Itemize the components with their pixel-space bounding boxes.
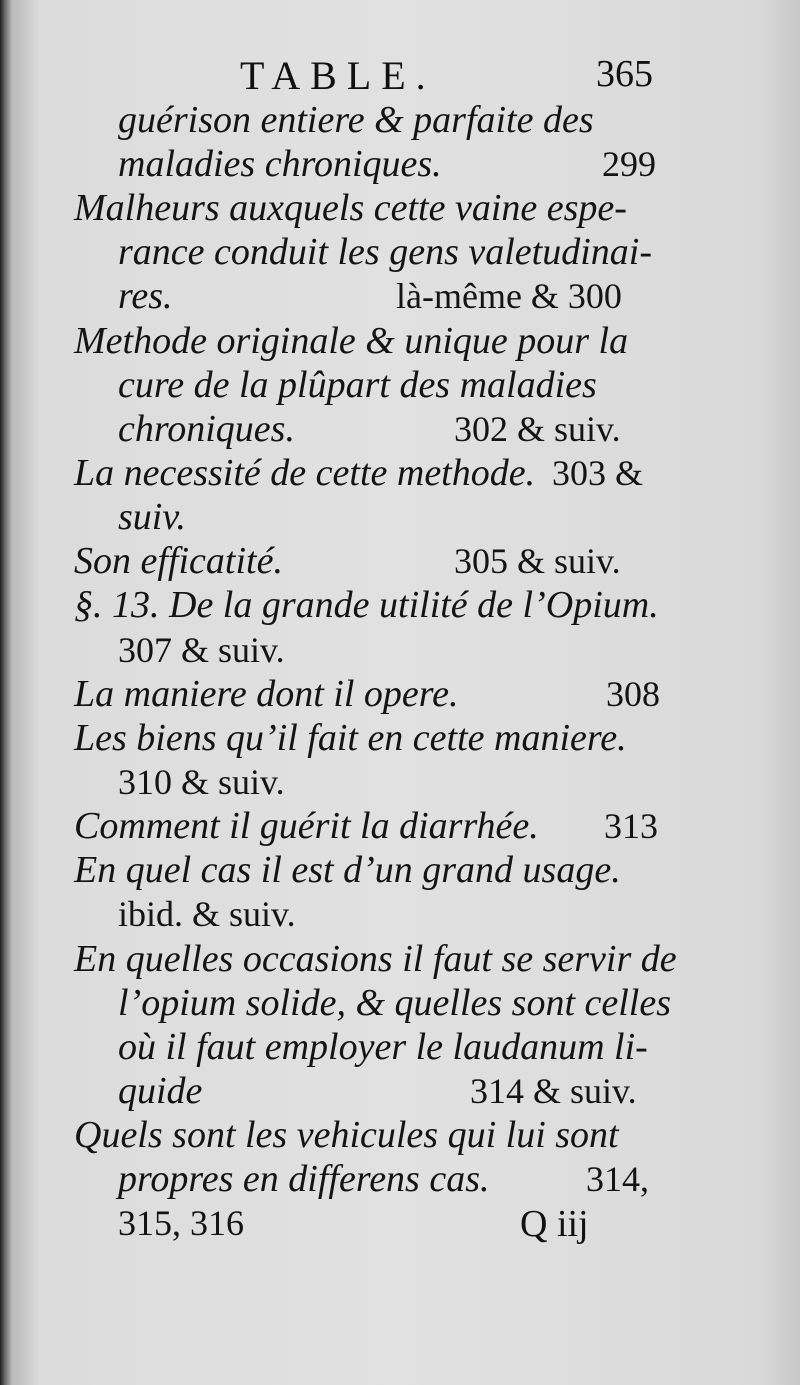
index-line: maladies chroniques. bbox=[118, 143, 442, 185]
index-line: rance conduit les gens valetudinai- bbox=[118, 231, 652, 273]
index-line: Son efficatité. bbox=[74, 540, 283, 582]
index-line: Malheurs auxquels cette vaine espe- bbox=[74, 187, 627, 229]
index-line: propres en differens cas. bbox=[118, 1158, 490, 1200]
index-line: La necessité de cette methode. bbox=[74, 452, 536, 494]
index-line: suiv. bbox=[118, 496, 186, 538]
index-line: res. bbox=[118, 275, 173, 317]
index-line: Les biens qu’il fait en cette maniere. bbox=[74, 717, 627, 759]
index-page-ref: 314 & suiv. bbox=[470, 1071, 637, 1111]
index-page-ref: 314, bbox=[586, 1159, 649, 1199]
index-page-ref: 315, 316 bbox=[118, 1203, 244, 1243]
index-line: chroniques. bbox=[118, 408, 295, 450]
index-page-ref: ibid. & suiv. bbox=[118, 894, 296, 934]
header-title: TABLE. bbox=[240, 53, 436, 98]
index-page-ref: 313 bbox=[604, 806, 658, 846]
index-page-ref: 303 & bbox=[552, 453, 644, 493]
index-line: Quels sont les vehicules qui lui sont bbox=[74, 1114, 619, 1156]
running-header bbox=[0, 52, 800, 102]
page-number: 365 bbox=[596, 53, 653, 95]
index-line: guérison entiere & parfaite des bbox=[118, 99, 594, 141]
index-line: quide bbox=[118, 1070, 203, 1112]
index-page-ref: 307 & suiv. bbox=[118, 630, 285, 670]
index-line: En quelles occasions il faut se servir de bbox=[74, 938, 677, 980]
index-page-ref: 302 & suiv. bbox=[454, 409, 621, 449]
index-line: Methode originale & unique pour la bbox=[74, 320, 629, 362]
index-page-ref: 308 bbox=[606, 674, 660, 714]
index-line: cure de la plûpart des maladies bbox=[118, 364, 597, 406]
index-page-ref: 305 & suiv. bbox=[454, 541, 621, 581]
index-page-ref: 310 & suiv. bbox=[118, 762, 285, 802]
index-line: En quel cas il est d’un grand usage. bbox=[74, 849, 621, 891]
index-page-ref: là-même & 300 bbox=[396, 276, 622, 316]
index-page-ref: 299 bbox=[602, 144, 656, 184]
signature-mark: Q iij bbox=[520, 1203, 589, 1245]
index-line: l’opium solide, & quelles sont celles bbox=[118, 982, 672, 1024]
index-line: Comment il guérit la diarrhée. bbox=[74, 805, 539, 847]
index-line: La maniere dont il opere. bbox=[74, 673, 459, 715]
index-line: où il faut employer le laudanum li- bbox=[118, 1026, 648, 1068]
index-line: §. 13. De la grande utilité de l’Opium. bbox=[74, 584, 659, 626]
